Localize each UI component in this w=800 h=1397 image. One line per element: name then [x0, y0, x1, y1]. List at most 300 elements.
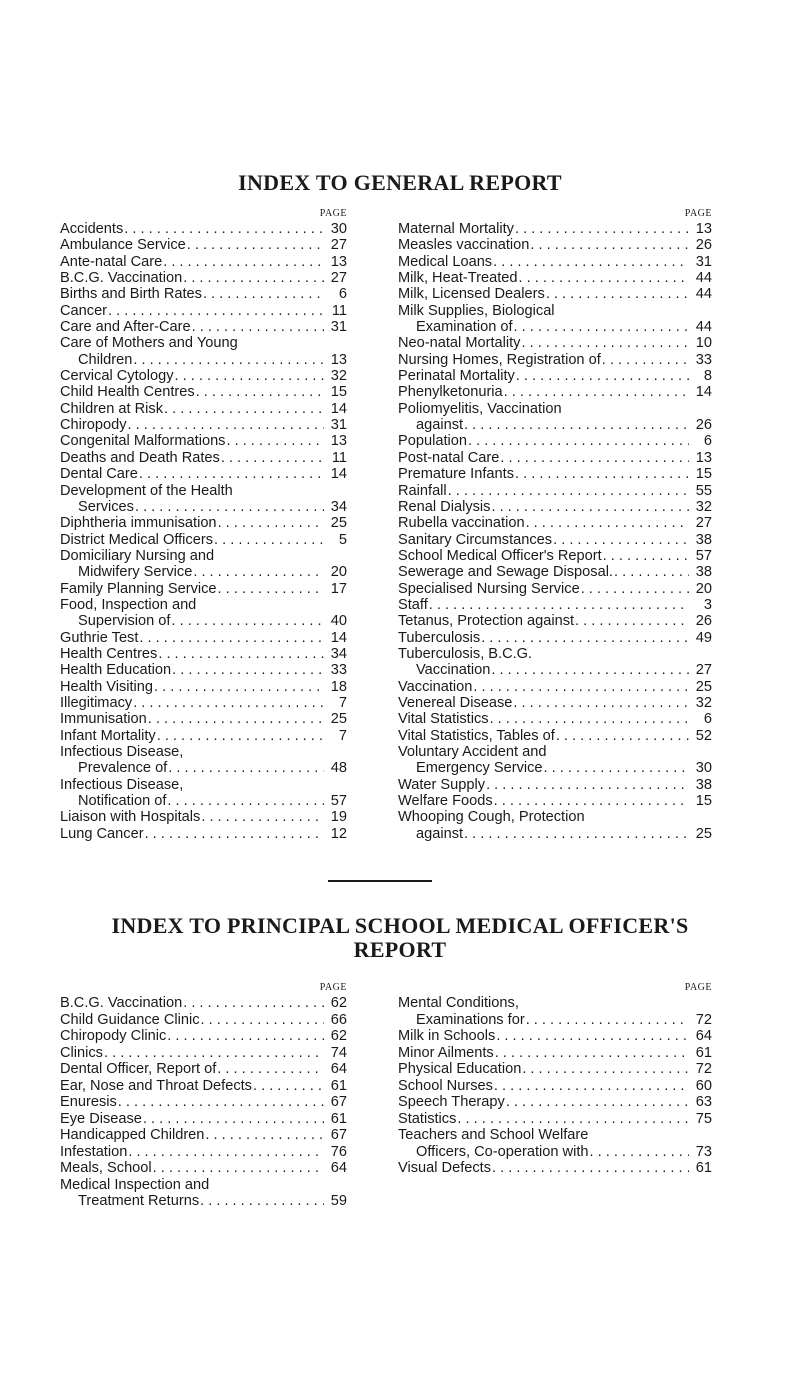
- index-list: [398, 221, 712, 842]
- dot-leader: [226, 433, 324, 449]
- index-entry: [398, 597, 712, 613]
- entry-text: Nursing Homes, Registration of: [398, 351, 601, 368]
- entry-text: Rubella vaccination: [398, 515, 525, 532]
- dot-leader: [104, 1045, 324, 1062]
- entry-page-number: 6: [338, 286, 347, 303]
- entry-text: Infectious Disease,: [60, 744, 184, 760]
- index-entry: [60, 695, 347, 711]
- dot-leader: [135, 499, 324, 515]
- index-entry: [398, 613, 712, 629]
- index-entry: [60, 662, 347, 678]
- entry-text: Emergency Service: [416, 760, 543, 777]
- entry-text: Neo-natal Mortality: [398, 335, 521, 352]
- dot-leader: [473, 679, 689, 695]
- dot-leader: [128, 417, 324, 433]
- entry-text: Infestation: [60, 1143, 128, 1160]
- entry-text: Measles vaccination: [398, 237, 530, 254]
- index-entry: [60, 254, 347, 270]
- entry-text: Staff: [398, 596, 428, 613]
- entry-page-number: 52: [695, 727, 712, 744]
- index-entry: [398, 270, 712, 286]
- index-entry: [398, 450, 712, 466]
- entry-text: Tuberculosis: [398, 629, 481, 646]
- entry-page-number: 33: [330, 662, 347, 679]
- entry-text: Infectious Disease,: [60, 776, 184, 793]
- entry-page-number: 38: [695, 564, 712, 581]
- index-entry: [60, 581, 347, 597]
- entry-text: Children: [78, 351, 133, 368]
- entry-text: Dental Officer, Report of: [60, 1061, 217, 1077]
- entry-page-number: 34: [330, 498, 347, 515]
- entry-text: Diphtheria immunisation: [60, 515, 217, 532]
- index-entry: [60, 995, 347, 1012]
- entry-page-number: 67: [330, 1094, 347, 1110]
- index-entry: [60, 384, 347, 400]
- entry-text: B.C.G. Vaccination: [60, 270, 183, 287]
- entry-text: Voluntary Accident and: [398, 744, 547, 760]
- entry-text: Handicapped Children: [60, 1127, 205, 1143]
- index-entry: [60, 1111, 347, 1128]
- entry-page-number: 13: [330, 351, 347, 368]
- dot-leader: [168, 760, 324, 776]
- index-entry: [398, 286, 712, 302]
- entry-text: Vital Statistics, Tables of: [398, 727, 555, 744]
- entry-page-number: 64: [330, 1061, 347, 1077]
- index-entry: [60, 417, 347, 433]
- entry-text: Family Planning Service: [60, 580, 217, 597]
- entry-page-number: 25: [330, 515, 347, 532]
- entry-text: Clinics: [60, 1044, 103, 1061]
- dot-leader: [494, 793, 689, 809]
- entry-text: Examinations for: [416, 1011, 525, 1028]
- entry-page-number: 64: [695, 1028, 712, 1044]
- dot-leader: [154, 679, 324, 695]
- entry-page-number: 25: [695, 825, 712, 842]
- dot-leader: [157, 728, 324, 744]
- entry-text: Chiropody: [60, 417, 127, 434]
- entry-page-number: 59: [330, 1193, 347, 1209]
- index-entry: [60, 679, 347, 695]
- entry-page-number: 73: [695, 1143, 712, 1160]
- index-entry: [398, 548, 712, 564]
- dot-leader: [494, 1078, 689, 1095]
- index-entry: [60, 433, 347, 449]
- entry-page-number: 32: [695, 498, 712, 515]
- entry-page-number: 20: [695, 580, 712, 597]
- index-entry: [60, 483, 347, 516]
- entry-page-number: 10: [695, 335, 712, 352]
- entry-page-number: 31: [695, 253, 712, 270]
- dot-leader: [171, 613, 324, 629]
- entry-page-number: 44: [695, 270, 712, 287]
- dot-leader: [553, 532, 689, 548]
- dot-leader: [192, 319, 324, 335]
- index-entry: [60, 1028, 347, 1045]
- page-column-header: PAGE: [684, 982, 712, 993]
- index-entry: [60, 728, 347, 744]
- index-entry: [398, 744, 712, 777]
- dot-leader: [530, 237, 689, 253]
- index-entry: [60, 303, 347, 319]
- entry-text: Officers, Co-operation with: [416, 1143, 589, 1160]
- dot-leader: [491, 662, 689, 678]
- index-entry: [60, 286, 347, 302]
- general-index-title: INDEX TO GENERAL REPORT: [238, 170, 562, 195]
- dot-leader: [496, 1028, 689, 1045]
- index-entry: [398, 515, 712, 531]
- entry-text: Infant Mortality: [60, 727, 156, 744]
- entry-text: Statistics: [398, 1110, 457, 1127]
- entry-text: Services: [78, 498, 134, 515]
- index-entry: [398, 1094, 712, 1111]
- entry-text: Cervical Cytology: [60, 368, 174, 385]
- dot-leader: [133, 695, 324, 711]
- dot-leader: [429, 597, 689, 613]
- entry-page-number: 6: [703, 433, 712, 450]
- entry-page-number: 62: [330, 995, 347, 1011]
- entry-text: Births and Birth Rates: [60, 286, 202, 303]
- entry-text: Supervision of: [78, 613, 171, 630]
- index-entry: [398, 221, 712, 237]
- dot-leader: [500, 450, 689, 466]
- dot-leader: [590, 1144, 690, 1161]
- entry-page-number: 14: [330, 466, 347, 483]
- entry-page-number: 63: [695, 1094, 712, 1110]
- entry-text: Phenylketonuria: [398, 384, 503, 401]
- dot-leader: [217, 1061, 324, 1078]
- index-entry: [398, 384, 712, 400]
- entry-page-number: 61: [695, 1044, 712, 1061]
- index-entry: [60, 1144, 347, 1161]
- entry-text: Health Education: [60, 662, 172, 679]
- dot-leader: [614, 564, 689, 580]
- dot-leader: [506, 1094, 689, 1111]
- entry-page-number: 14: [695, 384, 712, 401]
- index-list: [60, 221, 347, 842]
- entry-text: Sanitary Circumstances: [398, 531, 553, 548]
- dot-leader: [172, 662, 324, 678]
- entry-text: District Medical Officers: [60, 531, 213, 548]
- page-column-header: PAGE: [319, 208, 347, 219]
- entry-text: Prevalence of: [78, 760, 168, 777]
- dot-leader: [205, 1127, 324, 1144]
- entry-page-number: 19: [330, 809, 347, 826]
- entry-text: Perinatal Mortality: [398, 368, 515, 385]
- entry-page-number: 62: [330, 1028, 347, 1044]
- dot-leader: [167, 793, 324, 809]
- dot-leader: [490, 711, 689, 727]
- entry-text: Cancer: [60, 302, 108, 319]
- dot-leader: [515, 221, 689, 237]
- entry-text: Children at Risk: [60, 400, 164, 417]
- index-entry: [398, 1127, 712, 1160]
- index-entry: [60, 1160, 347, 1177]
- entry-text: Development of the Health: [60, 482, 233, 499]
- dot-leader: [515, 466, 689, 482]
- entry-page-number: 26: [695, 417, 712, 434]
- entry-text: Milk Supplies, Biological: [398, 302, 555, 319]
- entry-page-number: 75: [695, 1110, 712, 1127]
- index-list: [398, 995, 712, 1177]
- entry-page-number: 13: [695, 449, 712, 466]
- entry-text: Speech Therapy: [398, 1094, 505, 1110]
- entry-text: Examination of: [416, 319, 513, 336]
- dot-leader: [118, 1094, 324, 1111]
- entry-text: Vaccination: [416, 662, 491, 679]
- entry-page-number: 11: [331, 449, 347, 466]
- index-entry: [398, 646, 712, 679]
- entry-page-number: 66: [330, 1011, 347, 1028]
- index-entry: [398, 995, 712, 1028]
- index-entry: [60, 711, 347, 727]
- entry-text: Milk, Heat-Treated: [398, 270, 518, 287]
- entry-page-number: 18: [330, 678, 347, 695]
- dot-leader: [145, 826, 324, 842]
- dot-leader: [493, 254, 689, 270]
- index-entry: [398, 433, 712, 449]
- dot-leader: [253, 1078, 324, 1095]
- entry-text: Enuresis: [60, 1094, 117, 1110]
- entry-text: against: [416, 417, 464, 434]
- dot-leader: [163, 254, 324, 270]
- entry-text: Teachers and School Welfare: [398, 1127, 589, 1143]
- index-entry: [60, 548, 347, 581]
- entry-page-number: 5: [338, 531, 347, 548]
- entry-text: Medical Inspection and: [60, 1176, 210, 1193]
- entry-text: Accidents: [60, 221, 124, 237]
- index-entry: [60, 630, 347, 646]
- entry-text: Food, Inspection and: [60, 596, 197, 613]
- index-entry: [60, 1127, 347, 1144]
- dot-leader: [448, 483, 689, 499]
- dot-leader: [183, 995, 324, 1012]
- entry-text: Liaison with Hospitals: [60, 809, 201, 826]
- dot-leader: [164, 401, 324, 417]
- index-entry: [398, 352, 712, 368]
- entry-text: against: [416, 825, 464, 842]
- entry-text: Poliomyelitis, Vaccination: [398, 400, 562, 417]
- entry-page-number: 31: [330, 319, 347, 336]
- dot-leader: [201, 809, 324, 825]
- entry-text: Lung Cancer: [60, 825, 144, 842]
- entry-page-number: 76: [330, 1143, 347, 1160]
- entry-page-number: 12: [330, 825, 347, 842]
- dot-leader: [522, 1061, 689, 1078]
- entry-text: Congenital Malformations: [60, 433, 226, 450]
- dot-leader: [556, 728, 689, 744]
- index-entry: [398, 335, 712, 351]
- dot-leader: [481, 630, 689, 646]
- entry-page-number: 38: [695, 776, 712, 793]
- dot-leader: [193, 564, 324, 580]
- index-entry: [60, 777, 347, 810]
- entry-page-number: 11: [331, 302, 347, 319]
- index-entry: [398, 581, 712, 597]
- dot-leader: [218, 515, 324, 531]
- dot-leader: [602, 352, 689, 368]
- index-entry: [60, 826, 347, 842]
- entry-text: Minor Ailments: [398, 1044, 494, 1061]
- dot-leader: [464, 417, 689, 433]
- school-right-column: [398, 981, 712, 1177]
- index-entry: [398, 777, 712, 793]
- entry-text: Water Supply: [398, 776, 486, 793]
- entry-page-number: 67: [330, 1127, 347, 1143]
- entry-page-number: 6: [703, 711, 712, 728]
- entry-text: Ante-natal Care: [60, 253, 163, 270]
- index-entry: [398, 1078, 712, 1095]
- entry-text: Care and After-Care: [60, 319, 191, 336]
- dot-leader: [486, 777, 689, 793]
- entry-text: Vital Statistics: [398, 711, 489, 728]
- entry-text: School Medical Officer's Report: [398, 547, 602, 564]
- page-column-header: PAGE: [319, 982, 347, 993]
- entry-page-number: 13: [330, 433, 347, 450]
- dot-leader: [196, 384, 324, 400]
- index-entry: [398, 711, 712, 727]
- entry-page-number: 27: [330, 270, 347, 287]
- entry-text: Health Centres: [60, 645, 158, 662]
- index-entry: [398, 679, 712, 695]
- dot-leader: [143, 1111, 324, 1128]
- entry-text: Child Guidance Clinic: [60, 1011, 200, 1028]
- index-entry: [60, 597, 347, 630]
- entry-page-number: 27: [330, 237, 347, 254]
- entry-page-number: 55: [695, 482, 712, 499]
- index-entry: [60, 450, 347, 466]
- dot-leader: [514, 319, 689, 335]
- entry-page-number: 14: [330, 400, 347, 417]
- index-entry: [398, 630, 712, 646]
- index-entry: [60, 744, 347, 777]
- index-entry: [60, 1177, 347, 1210]
- entry-text: Child Health Centres: [60, 384, 195, 401]
- dot-leader: [504, 384, 689, 400]
- entry-text: Guthrie Test: [60, 629, 139, 646]
- entry-page-number: 7: [338, 694, 347, 711]
- index-entry: [398, 809, 712, 842]
- dot-leader: [124, 221, 324, 237]
- entry-page-number: 49: [695, 629, 712, 646]
- index-entry: [398, 237, 712, 253]
- entry-page-number: 60: [695, 1077, 712, 1094]
- entry-text: Dental Care: [60, 466, 138, 483]
- dot-leader: [492, 1160, 689, 1177]
- school-index-title-line1: INDEX TO PRINCIPAL SCHOOL MEDICAL OFFICER'S: [111, 913, 689, 938]
- entry-page-number: 26: [695, 237, 712, 254]
- index-entry: [60, 335, 347, 368]
- school-index-title: [0, 914, 800, 962]
- dot-leader: [603, 548, 689, 564]
- entry-page-number: 8: [703, 368, 712, 385]
- entry-text: Rainfall: [398, 482, 447, 499]
- entry-text: Post-natal Care: [398, 449, 500, 466]
- index-entry: [398, 564, 712, 580]
- entry-page-number: 27: [695, 662, 712, 679]
- index-entry: [60, 368, 347, 384]
- index-list: [60, 995, 347, 1210]
- index-entry: [60, 515, 347, 531]
- dot-leader: [139, 466, 324, 482]
- entry-text: Care of Mothers and Young: [60, 335, 238, 352]
- dot-leader: [133, 352, 324, 368]
- dot-leader: [221, 450, 324, 466]
- dot-leader: [158, 646, 324, 662]
- entry-page-number: 30: [695, 760, 712, 777]
- dot-leader: [153, 1160, 324, 1177]
- dot-leader: [201, 1012, 324, 1029]
- entry-text: Eye Disease: [60, 1110, 142, 1127]
- entry-text: Visual Defects: [398, 1160, 492, 1176]
- index-entry: [60, 1012, 347, 1029]
- dot-leader: [581, 581, 689, 597]
- dot-leader: [544, 760, 689, 776]
- dot-leader: [468, 433, 689, 449]
- index-entry: [60, 221, 347, 237]
- index-entry: [398, 695, 712, 711]
- section-divider: [328, 880, 432, 882]
- dot-leader: [175, 368, 324, 384]
- index-entry: [60, 532, 347, 548]
- entry-page-number: 14: [330, 629, 347, 646]
- entry-text: Welfare Foods: [398, 793, 493, 810]
- index-entry: [398, 532, 712, 548]
- index-entry: [398, 368, 712, 384]
- entry-page-number: 30: [330, 221, 347, 237]
- general-left-column: [60, 207, 347, 842]
- index-entry: [398, 401, 712, 434]
- dot-leader: [148, 711, 324, 727]
- entry-page-number: 33: [695, 351, 712, 368]
- index-entry: [398, 1160, 712, 1177]
- entry-page-number: 25: [695, 678, 712, 695]
- index-entry: [398, 483, 712, 499]
- school-left-column: [60, 981, 347, 1210]
- dot-leader: [108, 303, 324, 319]
- page-column-header: PAGE: [684, 208, 712, 219]
- entry-page-number: 31: [330, 417, 347, 434]
- entry-page-number: 61: [330, 1110, 347, 1127]
- entry-page-number: 72: [695, 1011, 712, 1028]
- entry-text: B.C.G. Vaccination: [60, 995, 183, 1011]
- dot-leader: [183, 270, 324, 286]
- dot-leader: [214, 532, 324, 548]
- entry-text: Specialised Nursing Service: [398, 580, 580, 597]
- index-entry: [60, 466, 347, 482]
- index-entry: [398, 1111, 712, 1128]
- entry-page-number: 15: [695, 793, 712, 810]
- index-entry: [60, 237, 347, 253]
- entry-text: Immunisation: [60, 711, 147, 728]
- entry-page-number: 57: [330, 793, 347, 810]
- entry-text: Ambulance Service: [60, 237, 186, 254]
- dot-leader: [546, 286, 689, 302]
- entry-page-number: 32: [695, 694, 712, 711]
- entry-page-number: 15: [695, 466, 712, 483]
- entry-text: Milk in Schools: [398, 1028, 496, 1044]
- index-entry: [398, 303, 712, 336]
- entry-page-number: 27: [695, 515, 712, 532]
- entry-page-number: 17: [330, 580, 347, 597]
- entry-page-number: 72: [695, 1061, 712, 1077]
- entry-page-number: 25: [330, 711, 347, 728]
- entry-page-number: 13: [330, 253, 347, 270]
- entry-text: Maternal Mortality: [398, 221, 514, 237]
- index-entry: [398, 466, 712, 482]
- entry-page-number: 15: [330, 384, 347, 401]
- dot-leader: [513, 695, 689, 711]
- entry-text: Tetanus, Protection against: [398, 613, 575, 630]
